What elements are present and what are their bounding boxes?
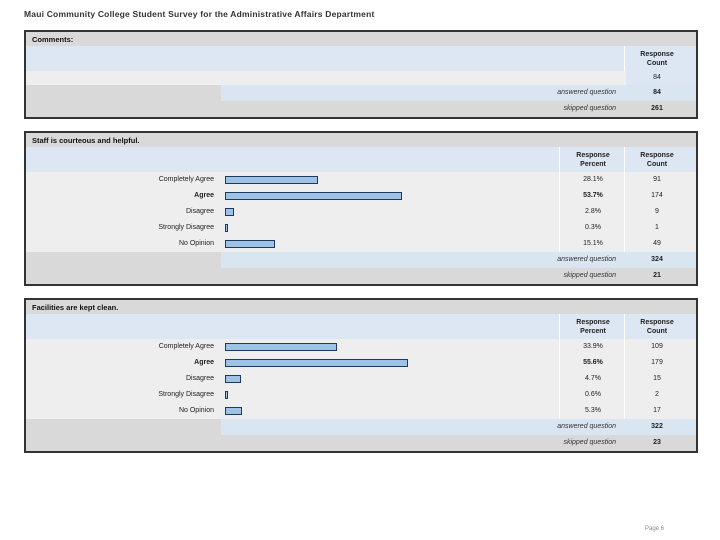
answer-row — [26, 172, 696, 188]
response-count: 109 — [651, 343, 663, 350]
response-bar — [225, 208, 234, 216]
response-count-value: 84 — [653, 74, 661, 81]
response-percent: 2.8% — [585, 208, 601, 215]
response-bar — [225, 375, 241, 383]
page-number: Page 6 — [645, 526, 665, 532]
response-count-header: Response Count — [640, 51, 674, 67]
answered-row — [26, 85, 696, 101]
response-count: 15 — [653, 375, 661, 382]
response-percent: 0.6% — [585, 391, 601, 398]
answered-label: answered question — [557, 256, 616, 263]
bar-track — [225, 390, 555, 400]
skipped-row — [26, 101, 696, 117]
response-percent-header: Response Percent — [576, 152, 610, 168]
response-count: 91 — [653, 176, 661, 183]
response-percent: 53.7% — [583, 192, 603, 199]
answer-label: Strongly Disagree — [158, 391, 214, 398]
answered-label: answered question — [557, 89, 616, 96]
response-bar — [225, 176, 318, 184]
section-title: Staff is courteous and helpful. — [26, 131, 696, 147]
skipped-label: skipped question — [563, 439, 616, 446]
answer-label: Disagree — [185, 208, 214, 215]
skipped-value: 23 — [653, 439, 661, 446]
skipped-label: skipped question — [563, 272, 616, 279]
bar-track — [225, 342, 555, 352]
bar-track — [225, 406, 555, 416]
response-bar — [225, 240, 275, 248]
answer-row — [26, 371, 696, 387]
section-title: Facilities are kept clean. — [26, 298, 696, 314]
bar-track — [225, 175, 555, 185]
skipped-value: 261 — [651, 105, 663, 112]
answer-label: No Opinion — [178, 407, 214, 414]
bar-track — [225, 191, 555, 201]
comments-section — [24, 30, 698, 119]
response-percent-header: Response Percent — [576, 319, 610, 335]
bar-track — [225, 358, 555, 368]
response-percent: 55.6% — [583, 359, 603, 366]
response-percent: 33.9% — [583, 343, 603, 350]
answer-row — [26, 403, 696, 419]
response-count: 174 — [651, 192, 663, 199]
response-count: 49 — [653, 240, 661, 247]
answer-row — [26, 220, 696, 236]
answer-row — [26, 236, 696, 252]
answer-label: Agree — [194, 359, 214, 366]
answer-row — [26, 188, 696, 204]
answered-row — [26, 419, 696, 435]
answer-label: Agree — [194, 192, 214, 199]
bar-track — [225, 223, 555, 233]
response-bar — [225, 391, 228, 399]
response-bar — [225, 359, 408, 367]
answered-value: 324 — [651, 256, 663, 263]
response-bar — [225, 224, 228, 232]
answer-label: Strongly Disagree — [158, 224, 214, 231]
response-count: 1 — [655, 224, 659, 231]
answer-label: Completely Agree — [158, 343, 214, 350]
header-row — [26, 314, 696, 339]
answer-row — [26, 355, 696, 371]
response-percent: 4.7% — [585, 375, 601, 382]
header-row — [26, 147, 696, 172]
answered-label: answered question — [557, 423, 616, 430]
response-count: 17 — [653, 407, 661, 414]
answer-label: Disagree — [185, 375, 214, 382]
response-count: 9 — [655, 208, 659, 215]
answered-value: 322 — [651, 423, 663, 430]
answer-rows — [26, 172, 696, 252]
answered-row — [26, 252, 696, 268]
skipped-label: skipped question — [563, 105, 616, 112]
bar-track — [225, 239, 555, 249]
response-bar — [225, 343, 337, 351]
response-percent: 28.1% — [583, 176, 603, 183]
skipped-row — [26, 435, 696, 451]
response-count-header: Response Count — [640, 319, 674, 335]
response-count-header: Response Count — [640, 152, 674, 168]
answer-label: No Opinion — [178, 240, 214, 247]
skipped-value: 21 — [653, 272, 661, 279]
response-bar — [225, 407, 242, 415]
comments-count-row — [26, 71, 696, 85]
response-percent: 15.1% — [583, 240, 603, 247]
bar-track — [225, 374, 555, 384]
answered-value: 84 — [653, 89, 661, 96]
document-title: Maui Community College Student Survey for the Administrative Affairs Department — [24, 9, 375, 19]
response-count: 179 — [651, 359, 663, 366]
answer-row — [26, 204, 696, 220]
question-section-staff — [24, 131, 698, 286]
bar-track — [225, 207, 555, 217]
skipped-row — [26, 268, 696, 284]
section-title: Comments: — [26, 30, 696, 46]
answer-label: Completely Agree — [158, 176, 214, 183]
answer-row — [26, 339, 696, 355]
response-percent: 0.3% — [585, 224, 601, 231]
answer-rows — [26, 339, 696, 419]
response-bar — [225, 192, 402, 200]
question-section-facilities — [24, 298, 698, 453]
response-percent: 5.3% — [585, 407, 601, 414]
answer-row — [26, 387, 696, 403]
header-row — [26, 46, 696, 71]
response-count: 2 — [655, 391, 659, 398]
